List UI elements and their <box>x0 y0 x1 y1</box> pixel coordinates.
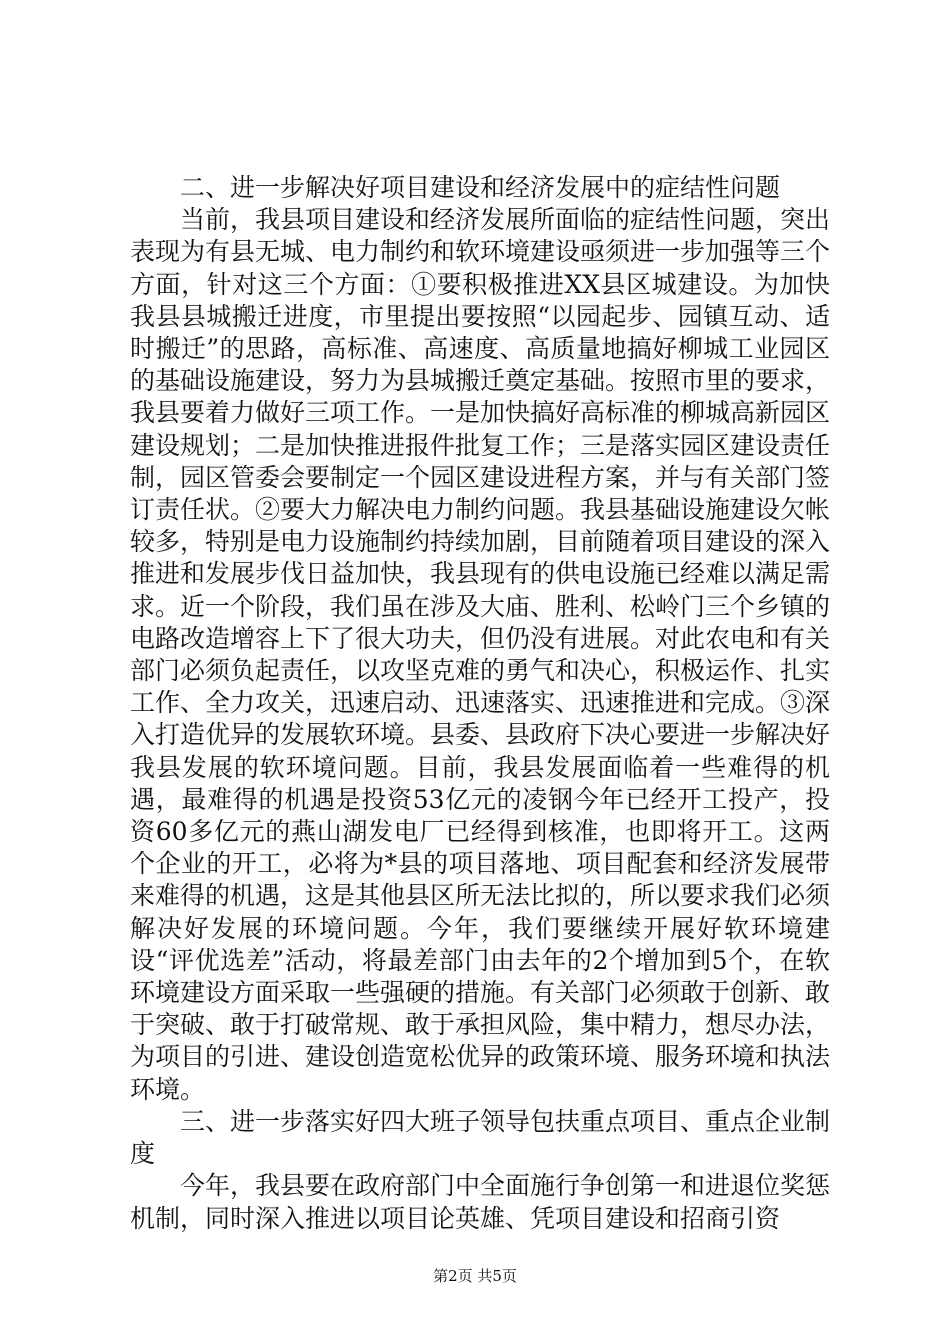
body-paragraph: 今年，我县要在政府部门中全面施行争创第一和进退位奖惩机制，同时深入推进以项目论英雄、凭项目建设和招商引资 <box>130 1171 831 1233</box>
page-footer: 第2页 共5页 <box>433 1267 517 1285</box>
section-heading-3: 三、进一步落实好四大班子领导包扶重点项目、重点企业制度 <box>130 1106 831 1169</box>
body-paragraph: 当前，我县项目建设和经济发展所面临的症结性问题，突出表现为有县无城、电力制约和软环境建设亟须进一步加强等三个方面，针对这三个方面：①要积极推进XX县区城建设。为加快我县县城搬迁进度，市里提出要按照“以园起步、园镇互动、适时搬迁”的思路，高标准、高速度、高质量地搞好柳城工业园区的基础设施建设，努力为县城搬迁奠定基础。按照市里的要求，我县要着力做好三项工作。一是加快搞好高标准的柳城高新园区建设规划；二是加快推进报件批复工作；三是落实园区建设责任制，园区管委会要制定一个园区建设进程方案，并与有关部门签订责任状。②要大力解决电力制约问题。我县基础设施建设欠帐较多，特别是电力设施制约持续加剧，目前随着项目建设的深入推进和发展步伐日益加快，我县现有的供电设施已经难以满足需求。近一个阶段，我们虽在涉及大庙、胜利、松岭门三个乡镇的电路改造增容上下了很大功夫，但仍没有进展。对此农电和有关部门必须负起责任，以攻坚克难的勇气和决心，积极运作、扎实工作、全力攻关，迅速启动、迅速落实、迅速推进和完成。③深入打造优异的发展软环境。县委、县政府下决心要进一步解决好我县发展的软环境问题。目前，我县发展面临着一些难得的机遇，最难得的机遇是投资53亿元的凌钢今年已经开工投产，投资60多亿元的燕山湖发电厂已经得到核准，也即将开工。这两个企业的开工，必将为*县的项目落地、项目配套和经济发展带来难得的机遇，这是其他县区所无法比拟的，所以要求我们必须解决好发展的环境问题。今年，我们要继续开展好软环境建设“评优选差”活动，将最差部门由去年的2个增加到5个，在软环境建设方面采取一些强硬的措施。有关部门必须敢于创新、敢于突破、敢于打破常规、敢于承担风险，集中精力，想尽办法，为项目的引进、建设创造宽松优异的政策环境、服务环境和执法环境。 <box>130 205 831 1104</box>
section-heading-2: 二、进一步解决好项目建设和经济发展中的症结性问题 <box>180 173 781 202</box>
document-body <box>130 172 830 1235</box>
